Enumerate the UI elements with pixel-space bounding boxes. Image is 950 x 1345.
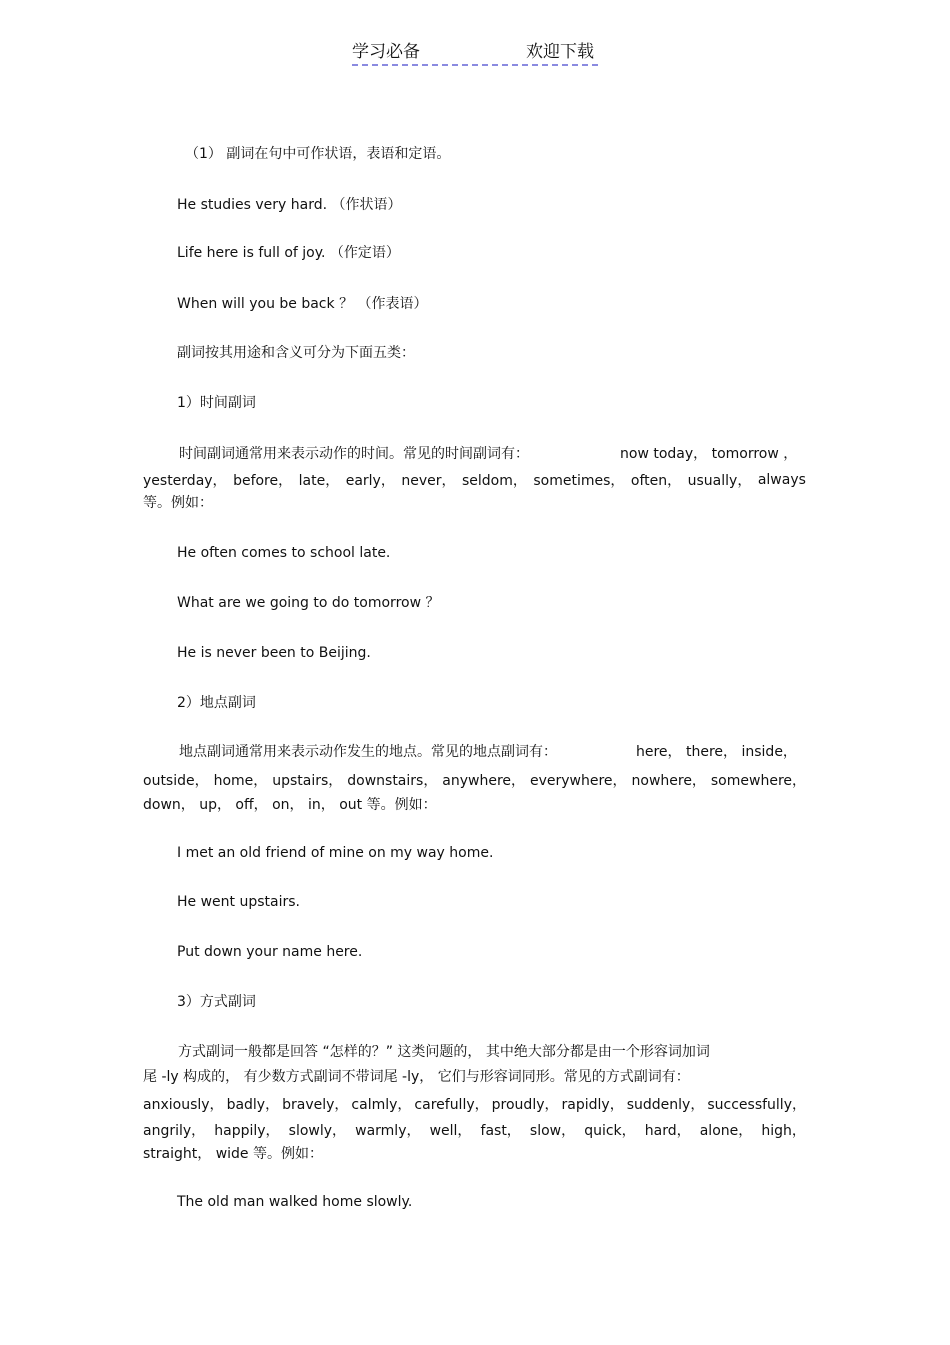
adverb-word: angrily， — [143, 1123, 206, 1139]
adverb-word: before， — [233, 473, 293, 489]
page-header — [352, 40, 598, 66]
adverb-word: late， — [298, 473, 340, 489]
manner-row-end: straight， wide 等。例如： — [143, 1146, 323, 1162]
adverb-word: always — [757, 472, 806, 488]
example-sentence: What are we going to do tomorrow ？ — [177, 595, 440, 611]
header-right-text: 欢迎下载 — [526, 42, 594, 62]
adverb-word: sometimes， — [533, 473, 625, 489]
adverb-word: upstairs， — [272, 773, 343, 789]
place-row-end: down， up， off， on， in， out 等。例如： — [143, 797, 437, 813]
adverb-word: never， — [401, 473, 456, 489]
adverb-word: hard， — [644, 1123, 691, 1139]
manner-description: 尾 -ly 构成的， 有少数方式副词不带词尾 -ly， 它们与形容词同形。常见的方式副词有： — [143, 1069, 690, 1085]
adverb-word: seldom， — [461, 473, 527, 489]
adverb-word: yesterday， — [143, 473, 227, 489]
time-description: 时间副词通常用来表示动作的时间。常见的时间副词有： — [179, 446, 529, 462]
adverb-word: often， — [630, 473, 682, 489]
adverb-word: everywhere， — [529, 773, 627, 789]
adverb-word: warmly， — [355, 1123, 421, 1139]
classification-intro: 副词按其用途和含义可分为下面五类： — [177, 345, 415, 361]
example-sentence: Life here is full of joy. （作定语） — [177, 245, 400, 261]
adverb-word: carefully， — [414, 1097, 489, 1113]
example-sentence: He is never been to Beijing. — [177, 645, 371, 661]
example-sentence: The old man walked home slowly. — [177, 1194, 413, 1210]
adverb-word: anywhere， — [442, 773, 526, 789]
adverb-word: home， — [213, 773, 268, 789]
adverb-word: anxiously， — [143, 1097, 224, 1113]
adverb-word: calmly， — [351, 1097, 412, 1113]
example-sentence: He studies very hard. （作状语） — [177, 197, 402, 213]
adverb-word: usually， — [687, 473, 752, 489]
section-heading-time: 1）时间副词 — [177, 395, 256, 411]
place-adverb-row — [143, 771, 806, 789]
example-sentence: He went upstairs. — [177, 894, 300, 910]
adverb-word: suddenly， — [626, 1097, 705, 1113]
adverb-word: happily， — [214, 1123, 280, 1139]
adverb-word: proudly， — [491, 1097, 559, 1113]
example-sentence: I met an old friend of mine on my way home. — [177, 845, 494, 861]
adverb-word: successfully， — [707, 1097, 806, 1113]
place-description: 地点副词通常用来表示动作发生的地点。常见的地点副词有： — [179, 744, 557, 760]
place-adverb-list: here， there， inside， — [636, 744, 797, 760]
manner-adverb-row — [143, 1095, 806, 1113]
adverb-word: early， — [345, 473, 395, 489]
adverb-word: fast， — [480, 1123, 521, 1139]
header-left-text: 学习必备 — [352, 42, 420, 62]
adverb-word: alone， — [699, 1123, 753, 1139]
example-sentence: He often comes to school late. — [177, 545, 391, 561]
adverb-word: badly， — [226, 1097, 280, 1113]
adverb-word: slowly， — [288, 1123, 347, 1139]
adverb-word: high， — [761, 1123, 806, 1139]
adverb-word: somewhere， — [710, 773, 806, 789]
section-heading-manner: 3）方式副词 — [177, 994, 256, 1010]
adverb-word: rapidly， — [561, 1097, 624, 1113]
time-adverb-list: now today， tomorrow ， — [620, 446, 798, 462]
adverb-word: quick， — [584, 1123, 636, 1139]
adverb-word: downstairs， — [347, 773, 438, 789]
time-row-end: 等。例如： — [143, 495, 213, 511]
example-sentence: When will you be back ？ （作表语） — [177, 296, 428, 312]
section-heading-place: 2）地点副词 — [177, 695, 256, 711]
adverb-word: outside， — [143, 773, 209, 789]
adverb-word: slow， — [529, 1123, 576, 1139]
adverb-word: nowhere， — [631, 773, 706, 789]
example-sentence: Put down your name here. — [177, 944, 363, 960]
manner-description: 方式副词一般都是回答 “怎样的？” 这类问题的， 其中绝大部分都是由一个形容词加词 — [178, 1044, 710, 1060]
manner-adverb-row — [143, 1121, 806, 1139]
time-adverb-row — [143, 471, 806, 489]
intro-line: （1） 副词在句中可作状语，表语和定语。 — [185, 146, 451, 162]
adverb-word: well， — [429, 1123, 472, 1139]
adverb-word: bravely， — [282, 1097, 349, 1113]
